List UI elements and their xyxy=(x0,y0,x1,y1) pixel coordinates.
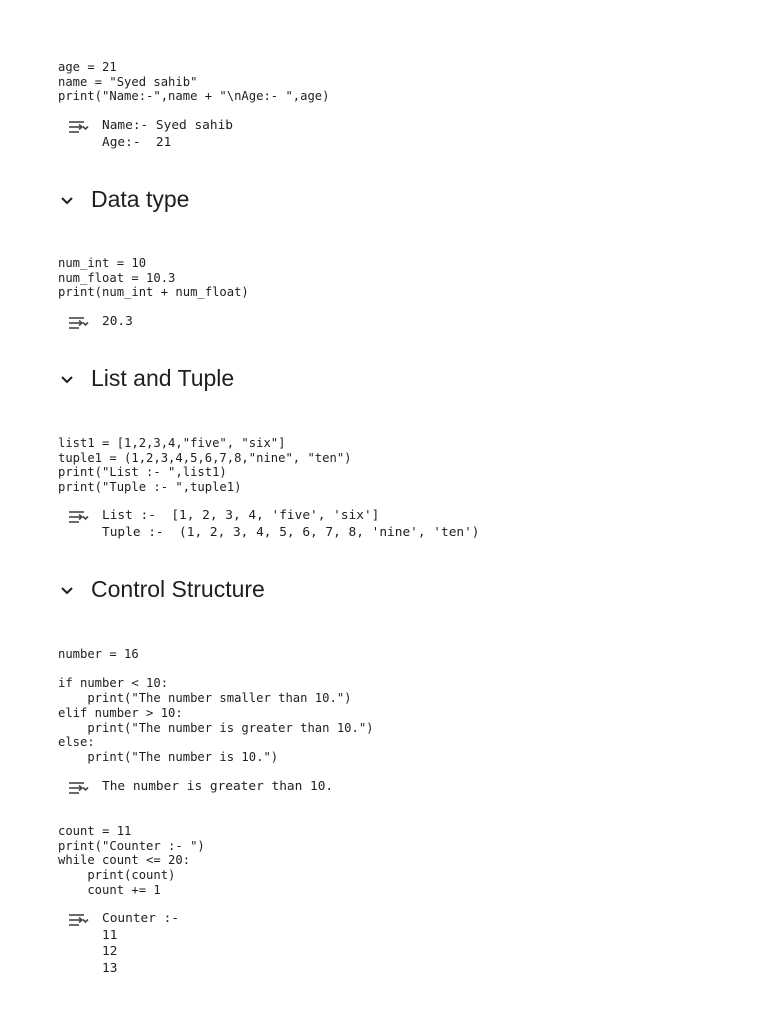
section-title-control-structure: Control Structure xyxy=(91,576,265,602)
section-header-list-and-tuple[interactable] xyxy=(58,365,234,392)
output-toggle-icon[interactable] xyxy=(66,508,90,526)
section-title-data-type: Data type xyxy=(91,186,190,212)
output-text-2: 20.3 xyxy=(102,314,133,329)
output-cell-1 xyxy=(66,118,233,151)
code-cell-4[interactable]: number = 16 if number < 10: print("The number smaller than 10.") elif number > 10: print("The number is greater than 10.") else: print("The number is 10.") xyxy=(58,647,374,764)
output-toggle-icon[interactable] xyxy=(66,779,90,797)
code-cell-2[interactable]: num_int = 10 num_float = 10.3 print(num_int + num_float) xyxy=(58,256,249,300)
section-header-data-type[interactable] xyxy=(58,186,189,213)
output-toggle-icon[interactable] xyxy=(66,911,90,929)
output-text-5: Counter :- 11 12 13 xyxy=(102,911,180,976)
code-cell-3[interactable]: list1 = [1,2,3,4,"five", "six"] tuple1 = (1,2,3,4,5,6,7,8,"nine", "ten") print("List :- ",list1) print("Tuple :- ",tuple1) xyxy=(58,436,352,495)
chevron-down-icon[interactable] xyxy=(58,370,76,388)
chevron-down-icon[interactable] xyxy=(58,581,76,599)
output-text-4: The number is greater than 10. xyxy=(102,779,334,794)
code-cell-1[interactable]: age = 21 name = "Syed sahib" print("Name:-",name + "\nAge:- ",age) xyxy=(58,60,330,104)
chevron-down-icon[interactable] xyxy=(58,191,76,209)
output-toggle-icon[interactable] xyxy=(66,314,90,332)
code-cell-5[interactable]: count = 11 print("Counter :- ") while count <= 20: print(count) count += 1 xyxy=(58,824,205,897)
output-text-1: Name:- Syed sahib Age:- 21 xyxy=(102,118,233,150)
output-cell-5 xyxy=(66,911,179,977)
output-cell-4 xyxy=(66,779,333,797)
output-cell-3 xyxy=(66,508,480,541)
section-header-control-structure[interactable] xyxy=(58,576,265,603)
output-cell-2 xyxy=(66,314,133,332)
output-toggle-icon[interactable] xyxy=(66,118,90,136)
section-title-list-and-tuple: List and Tuple xyxy=(91,365,235,391)
output-text-3: List :- [1, 2, 3, 4, 'five', 'six'] Tuple :- (1, 2, 3, 4, 5, 6, 7, 8, 'nine', 'ten') xyxy=(102,508,480,540)
